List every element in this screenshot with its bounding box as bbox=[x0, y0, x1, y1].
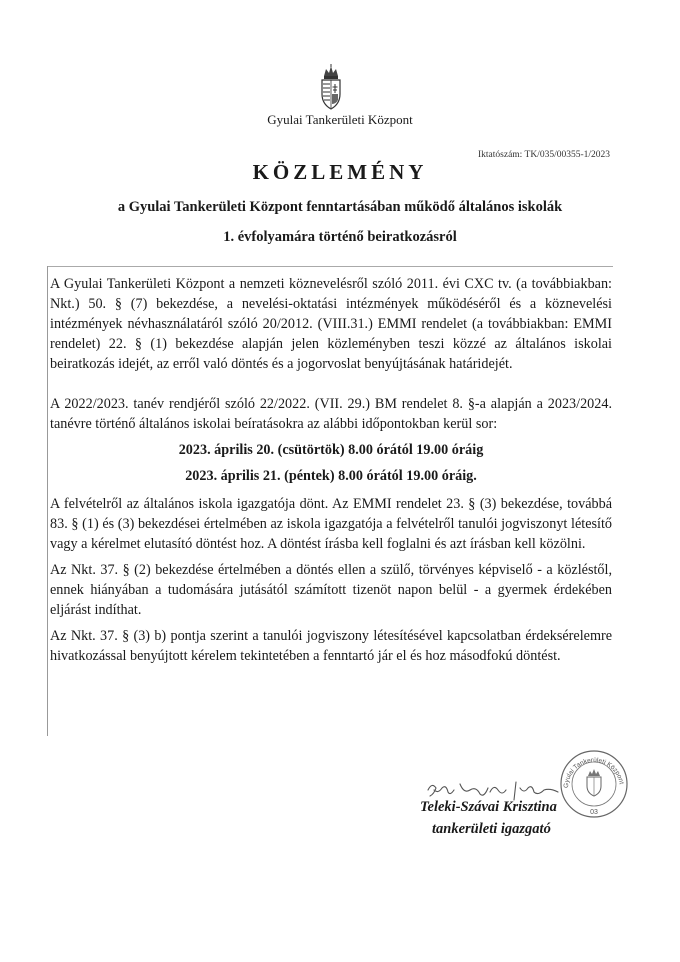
official-stamp-icon bbox=[558, 748, 630, 820]
paragraph-admission-decision: A felvételről az általános iskola igazgatója dönt. Az EMMI rendelet 23. § (3) bekezdése, továbbá 83. § (1) és (3) bekezdései értelmében az iskola igazgatója a felvételről tanulói jogviszonyt létesítő vagy a kérelmet elutasító döntést hoz. A döntést írásba kell foglalni és azt írásban kell közölni. bbox=[50, 496, 612, 552]
stamp-text: Gyulai Tankerületi Központ bbox=[562, 756, 625, 789]
enrolment-date-2: 2023. április 21. (péntek) 8.00 órától 19.00 óráig. bbox=[185, 468, 477, 484]
organization-name: Gyulai Tankerületi Központ bbox=[267, 112, 413, 127]
notice-body bbox=[50, 274, 612, 666]
signer-name: Teleki-Szávai Krisztina bbox=[420, 799, 557, 815]
paragraph-appeal: Az Nkt. 37. § (2) bekezdése értelmében a döntés ellen a szülő, törvényes képviselő - a közléstől, ennek hiányában a tudomására jutásától számított tizenöt napon belül - a gyermek érdekében eljárást indíthat. bbox=[50, 562, 612, 618]
scan-frame-left bbox=[47, 266, 48, 736]
scan-frame-top bbox=[47, 266, 613, 267]
paragraph-second-instance: Az Nkt. 37. § (3) b) pontja szerint a tanulói jogviszony létesítésével kapcsolatban érdeksérelemre hivatkozással benyújtott kérelem tekintetében a fenntartó jár el és hoz másodfokú döntést. bbox=[50, 628, 612, 664]
notice-subtitle-line1: a Gyulai Tankerületi Központ fenntartásában működő általános iskolák bbox=[117, 199, 563, 215]
hungarian-coat-of-arms-icon bbox=[318, 64, 344, 110]
file-number: Iktatószám: TK/035/00355-1/2023 bbox=[478, 150, 611, 160]
paragraph-enrolment-schedule: A 2022/2023. tanév rendjéről szóló 22/2022. (VII. 29.) BM rendelet 8. §-a alapján a 2023/2024. tanévre történő általános iskolai beíratásokra az alábbi időpontokban kerül sor: bbox=[50, 396, 612, 432]
stamp-number: 03 bbox=[590, 809, 598, 816]
enrolment-date-1: 2023. április 20. (csütörtök) 8.00 órától 19.00 óráig bbox=[178, 442, 484, 458]
notice-subtitle-line2: 1. évfolyamára történő beiratkozásról bbox=[223, 229, 457, 245]
signer-title: tankerületi igazgató bbox=[432, 821, 551, 837]
notice-title: KÖZLEMÉNY bbox=[252, 160, 428, 184]
paragraph-legal-basis: A Gyulai Tankerületi Központ a nemzeti köznevelésről szóló 2011. évi CXC tv. (a továbbiakban: Nkt.) 50. § (7) bekezdése, a nevelési-oktatási intézmények működéséről és a köznevelési intézmények névhasználatáról szóló 20/2012. (VIII.31.) EMMI rendelet (a továbbiakban: EMMI rendelet) 22. § (1) bekezdése alapján jelen közleményben teszi közzé az általános iskolai beiratkozás idejét, az erről való döntés és a jogorvoslat benyújtásának határidejét. bbox=[50, 276, 612, 372]
